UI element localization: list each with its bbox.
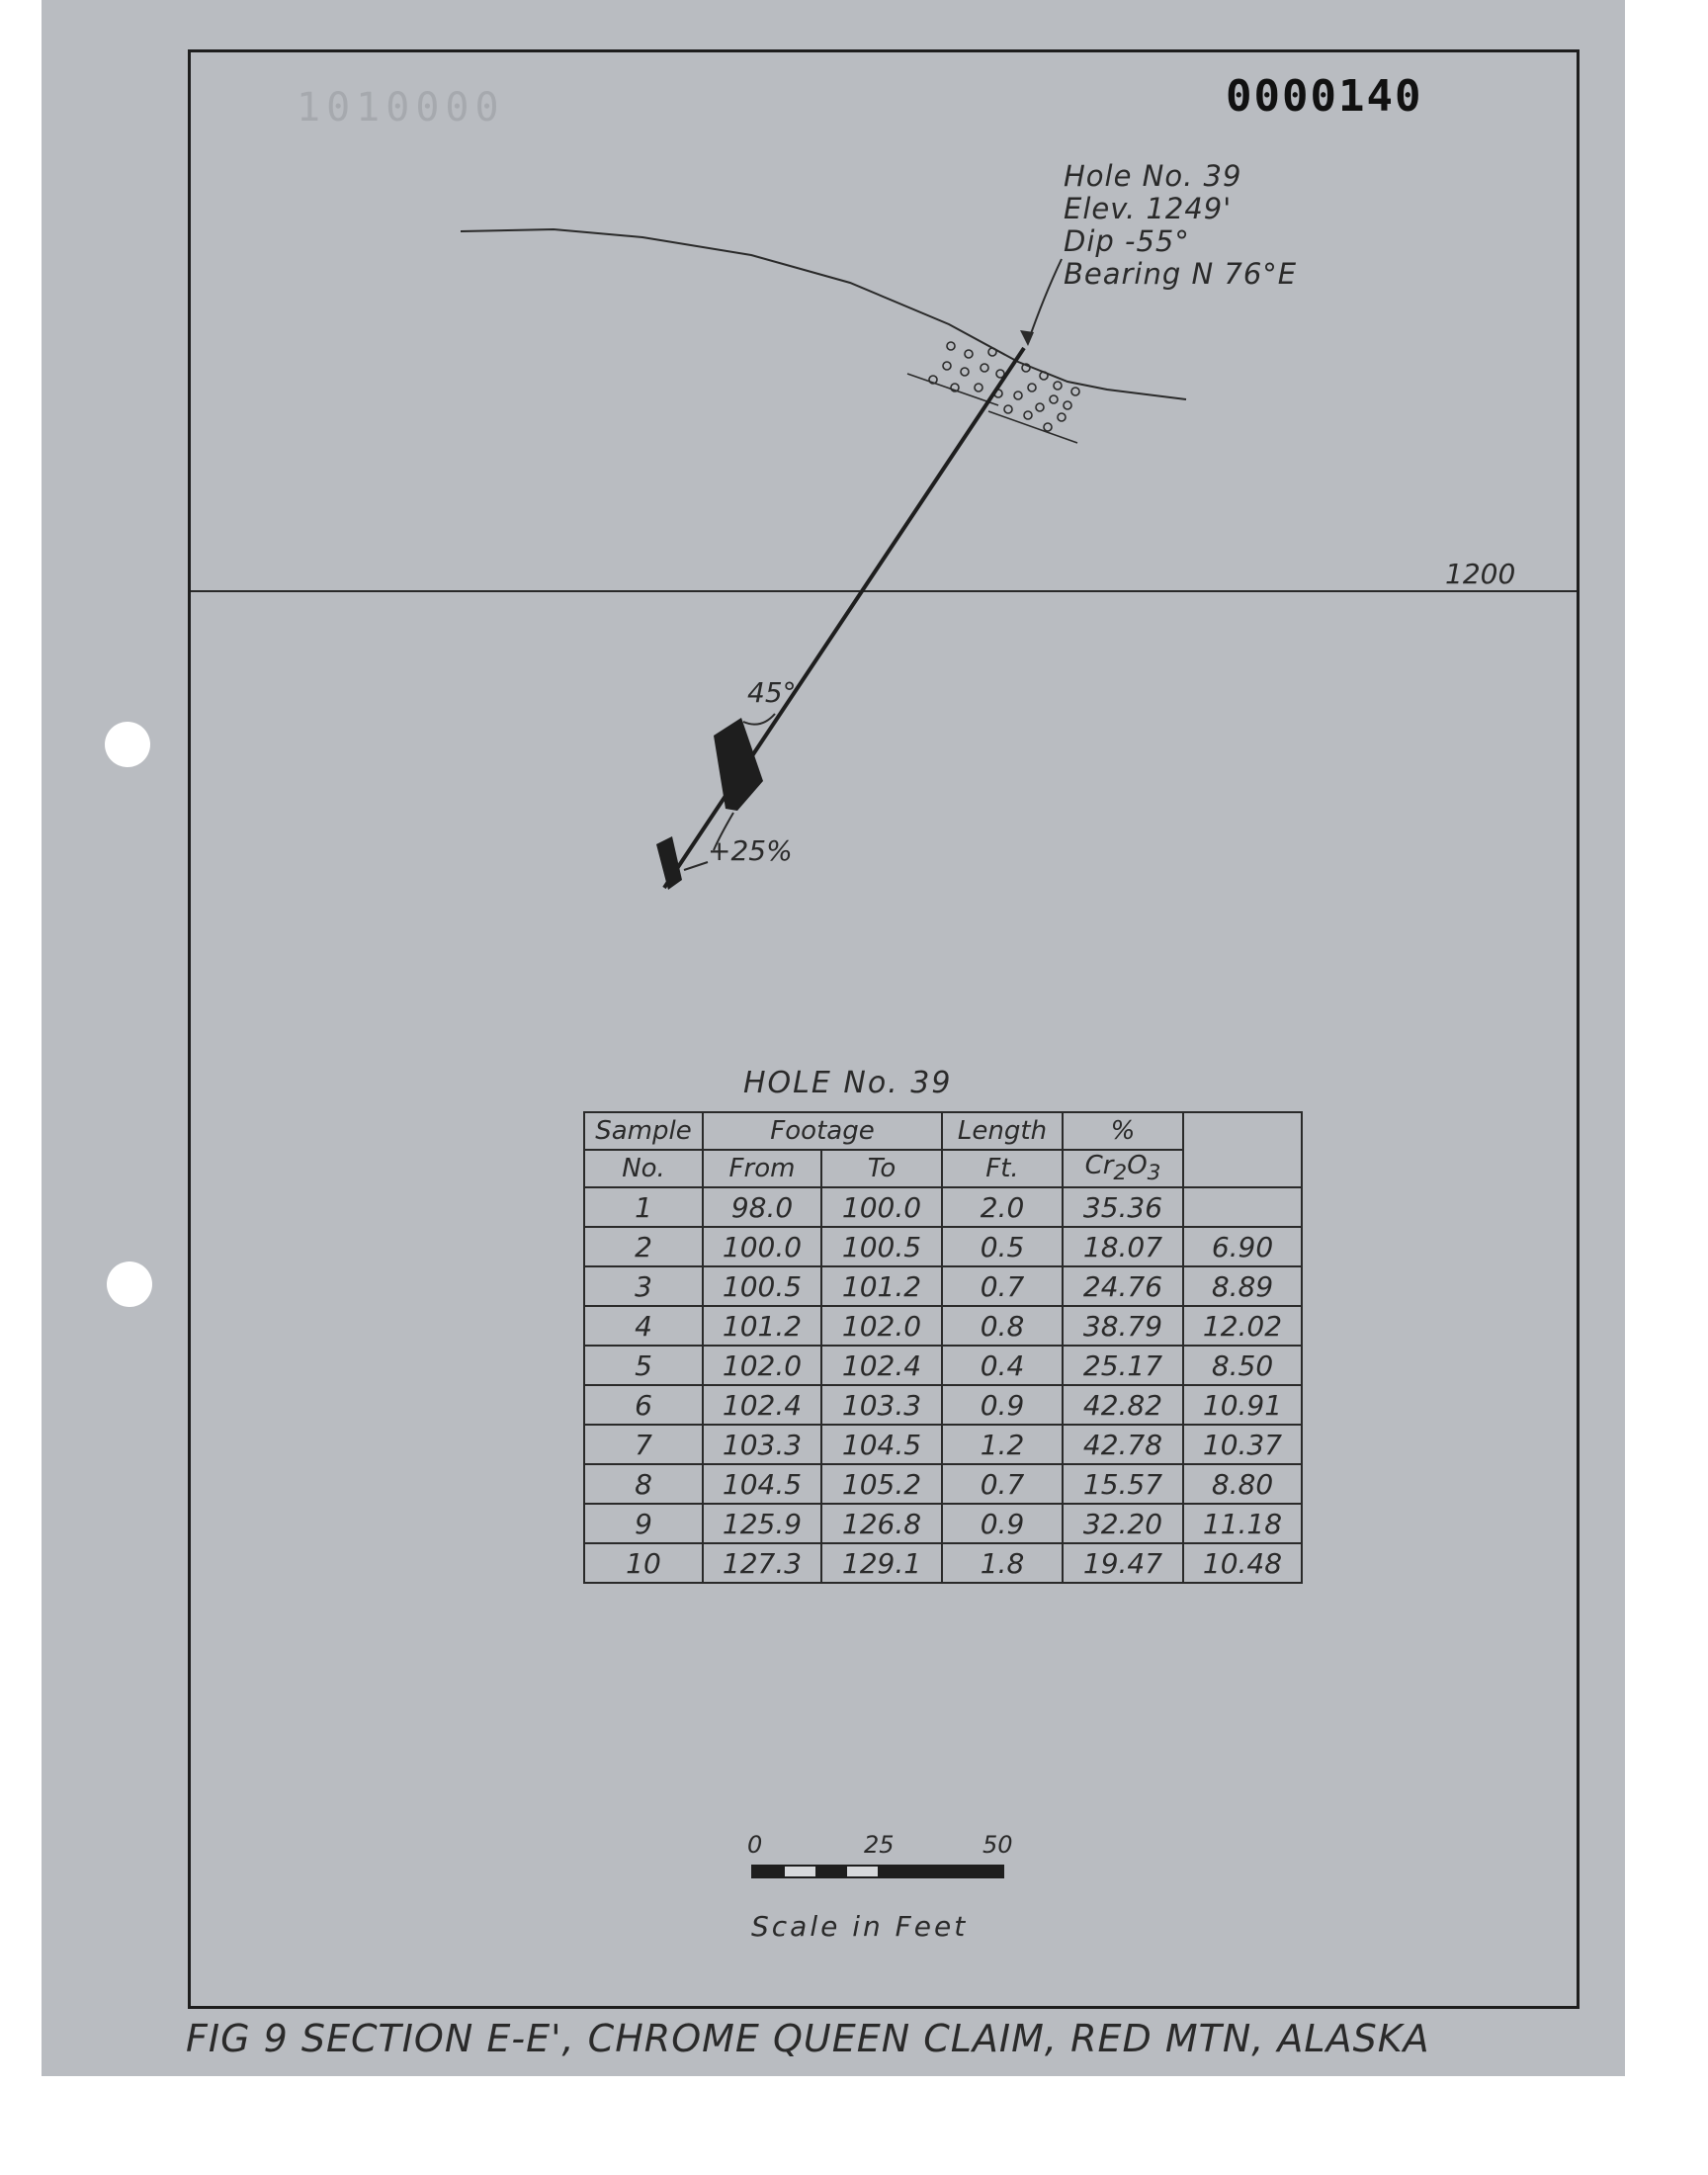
cell-from: 102.0 (703, 1346, 821, 1385)
cell-cr2o3-pct: 19.47 (1063, 1543, 1183, 1583)
hole-number-text: Hole No. 39 (1064, 159, 1242, 193)
cell-to: 102.0 (821, 1306, 942, 1346)
cell-to: 103.3 (821, 1385, 942, 1425)
table-body (584, 1187, 1302, 1583)
hole-dip-text: Dip -55° (1064, 224, 1190, 258)
angle-arc (743, 714, 775, 725)
faint-stamp: 1010000 (297, 85, 505, 130)
table-row (584, 1425, 1302, 1464)
header-sample: Sample (584, 1112, 703, 1150)
hole-bearing-text: Bearing N 76°E (1064, 257, 1298, 291)
scale-bar (751, 1865, 1004, 1878)
cell-sample-no: 10 (584, 1543, 703, 1583)
header-cr2o3: $Cr_2O_3$ (1063, 1150, 1183, 1187)
cell-cr2o3-pct: 32.20 (1063, 1504, 1183, 1543)
header-footage: Footage (703, 1112, 942, 1150)
header-sample-no: No. (584, 1150, 703, 1187)
cell-sample-no: 2 (584, 1227, 703, 1266)
cell-sample-no: 3 (584, 1266, 703, 1306)
cell-sample-no: 9 (584, 1504, 703, 1543)
chromite-zone-lower (656, 836, 682, 890)
cell-cr2o3-pct: 42.82 (1063, 1385, 1183, 1425)
table-row (584, 1266, 1302, 1306)
cell-length: 0.5 (942, 1227, 1063, 1266)
cell-sample-no: 4 (584, 1306, 703, 1346)
header-blank (1183, 1112, 1302, 1187)
cell-length: 0.4 (942, 1346, 1063, 1385)
table-row (584, 1306, 1302, 1346)
table-row (584, 1346, 1302, 1385)
header-length: Length (942, 1112, 1063, 1150)
cell-to: 100.0 (821, 1187, 942, 1227)
cell-cr2o3-pct: 15.57 (1063, 1464, 1183, 1504)
cell-from: 127.3 (703, 1543, 821, 1583)
cell-extra: 10.91 (1183, 1385, 1302, 1425)
cell-extra: 10.37 (1183, 1425, 1302, 1464)
scale-caption: Scale in Feet (751, 1910, 969, 1943)
header-length-ft: Ft. (942, 1150, 1063, 1187)
cell-length: 0.9 (942, 1385, 1063, 1425)
scale-tick-50: 50 (982, 1831, 1013, 1859)
cell-length: 0.8 (942, 1306, 1063, 1346)
cell-sample-no: 7 (584, 1425, 703, 1464)
cell-length: 2.0 (942, 1187, 1063, 1227)
cell-extra: 12.02 (1183, 1306, 1302, 1346)
assay-table (583, 1111, 1303, 1584)
table-row (584, 1187, 1302, 1227)
table-row (584, 1504, 1302, 1543)
table-row (584, 1464, 1302, 1504)
scale-tick-25: 25 (864, 1831, 895, 1859)
cell-length: 0.7 (942, 1266, 1063, 1306)
cell-from: 100.0 (703, 1227, 821, 1266)
cell-from: 101.2 (703, 1306, 821, 1346)
cell-from: 104.5 (703, 1464, 821, 1504)
collar-arrow-head (1020, 330, 1034, 346)
cell-to: 104.5 (821, 1425, 942, 1464)
cell-cr2o3-pct: 18.07 (1063, 1227, 1183, 1266)
cell-extra: 11.18 (1183, 1504, 1302, 1543)
cell-length: 1.2 (942, 1425, 1063, 1464)
cell-to: 126.8 (821, 1504, 942, 1543)
cell-to: 105.2 (821, 1464, 942, 1504)
table-title: HOLE No. 39 (743, 1066, 953, 1100)
cell-sample-no: 6 (584, 1385, 703, 1425)
cell-extra: 10.48 (1183, 1543, 1302, 1583)
cell-extra: 8.80 (1183, 1464, 1302, 1504)
cell-cr2o3-pct: 24.76 (1063, 1266, 1183, 1306)
document-number: 0000140 (1226, 71, 1423, 122)
chromite-zone-upper (714, 718, 763, 811)
dip-leader (684, 862, 708, 870)
collar-leader-line (1028, 259, 1062, 342)
table-row (584, 1543, 1302, 1583)
cell-cr2o3-pct: 25.17 (1063, 1346, 1183, 1385)
scale-tick-0: 0 (747, 1831, 763, 1859)
drill-hole-trace (664, 348, 1024, 888)
cell-to: 129.1 (821, 1543, 942, 1583)
elevation-1200-label: 1200 (1445, 558, 1516, 590)
table-row (584, 1385, 1302, 1425)
dip-label: +25% (708, 834, 793, 867)
cell-extra (1183, 1187, 1302, 1227)
hole-label (1064, 160, 1297, 291)
cell-from: 102.4 (703, 1385, 821, 1425)
cell-from: 100.5 (703, 1266, 821, 1306)
cell-extra: 6.90 (1183, 1227, 1302, 1266)
cell-length: 0.9 (942, 1504, 1063, 1543)
header-from: From (703, 1150, 821, 1187)
cell-cr2o3-pct: 42.78 (1063, 1425, 1183, 1464)
figure-caption: FIG 9 SECTION E-E', CHROME QUEEN CLAIM, RED MTN, ALASKA (186, 2017, 1430, 2060)
cell-cr2o3-pct: 35.36 (1063, 1187, 1183, 1227)
header-percent: % (1063, 1112, 1183, 1150)
cell-to: 102.4 (821, 1346, 942, 1385)
cell-extra: 8.89 (1183, 1266, 1302, 1306)
table-row (584, 1227, 1302, 1266)
cell-sample-no: 1 (584, 1187, 703, 1227)
cell-cr2o3-pct: 38.79 (1063, 1306, 1183, 1346)
cell-length: 1.8 (942, 1543, 1063, 1583)
cell-to: 100.5 (821, 1227, 942, 1266)
angle-label: 45° (747, 676, 797, 709)
cell-from: 98.0 (703, 1187, 821, 1227)
cell-extra: 8.50 (1183, 1346, 1302, 1385)
hole-elevation-text: Elev. 1249' (1064, 192, 1233, 225)
cell-from: 125.9 (703, 1504, 821, 1543)
cell-sample-no: 5 (584, 1346, 703, 1385)
cell-sample-no: 8 (584, 1464, 703, 1504)
header-to: To (821, 1150, 942, 1187)
cell-length: 0.7 (942, 1464, 1063, 1504)
cell-to: 101.2 (821, 1266, 942, 1306)
cell-from: 103.3 (703, 1425, 821, 1464)
